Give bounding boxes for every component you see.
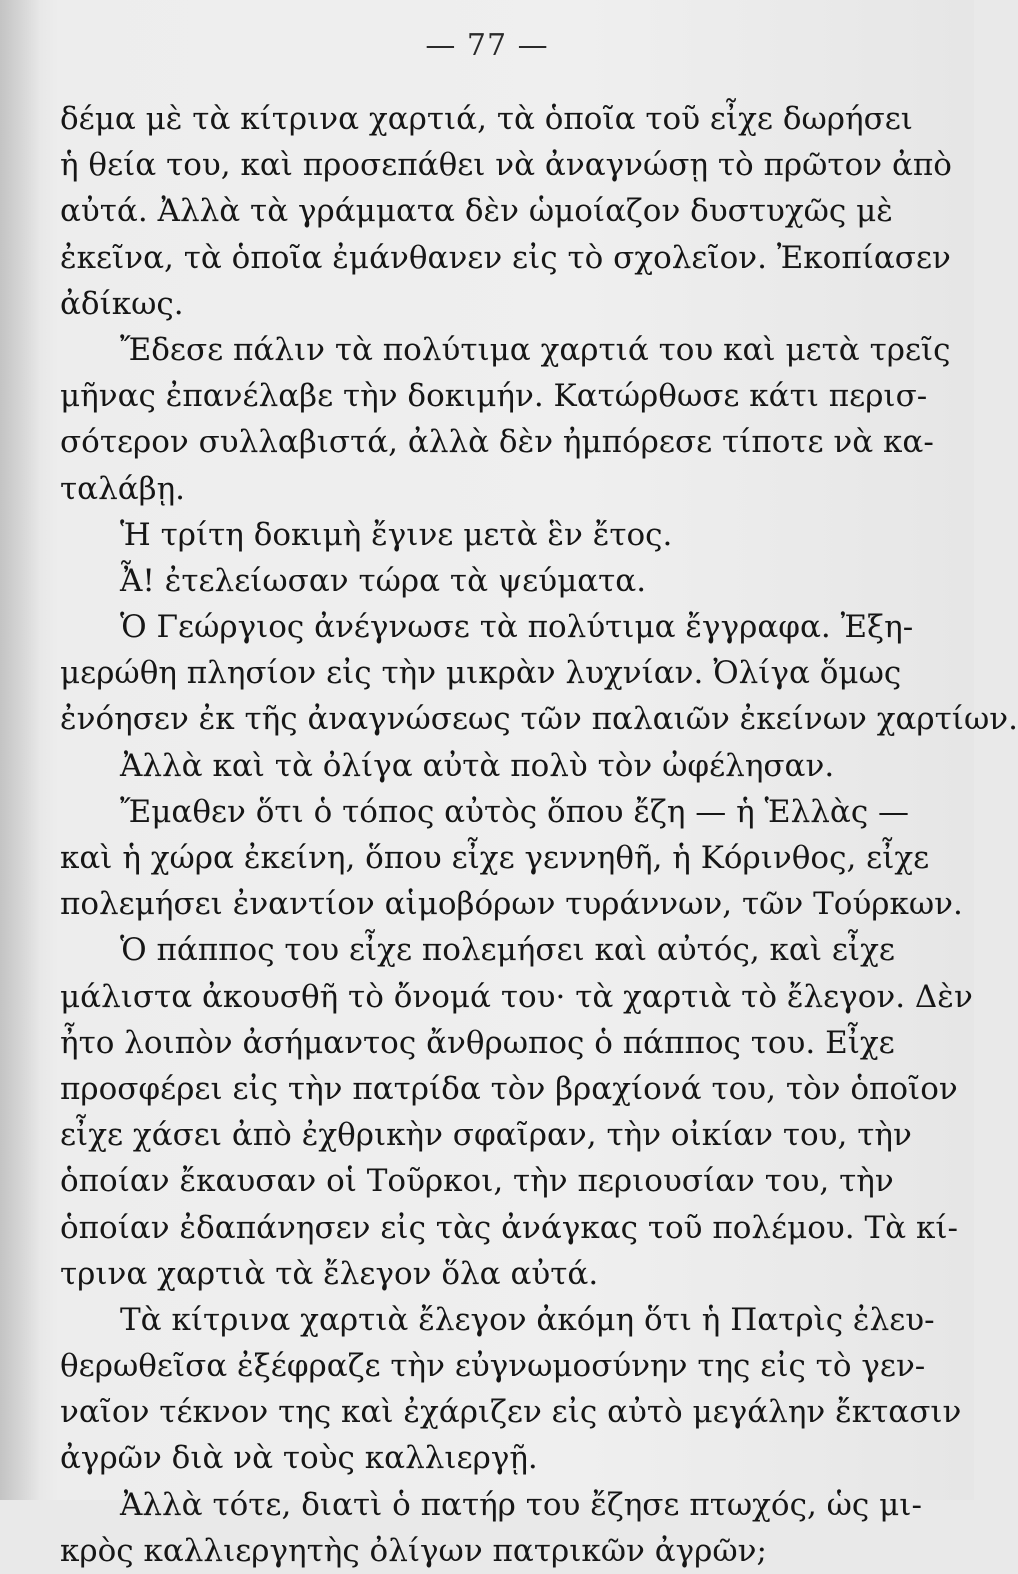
text-line: Ἀλλὰ καὶ τὰ ὀλίγα αὐτὰ πολὺ τὸν ὠφέλησαν. [120, 747, 835, 784]
text-line: Ἀλλὰ τότε, διατὶ ὁ πατήρ του ἔζησε πτωχός, ὡς μι- [120, 1486, 922, 1523]
text-line: Ἆ! ἐτελείωσαν τώρα τὰ ψεύματα. [120, 562, 647, 599]
text-line: ἐκεῖνα, τὰ ὁποῖα ἐμάνθανεν εἰς τὸ σχολεῖον. Ἐκοπίασεν [60, 239, 951, 276]
text-line: Ἡ τρίτη δοκιμὴ ἔγινε μετὰ ἓν ἔτος. [120, 516, 673, 553]
body-text [60, 96, 1018, 1574]
text-line: Ὁ Γεώργιος ἀνέγνωσε τὰ πολύτιμα ἔγγραφα. Ἐξη- [120, 609, 914, 646]
text-line: εἶχε χάσει ἀπὸ ἐχθρικὴν σφαῖραν, τὴν οἰκίαν του, τὴν [60, 1117, 912, 1154]
text-line: μῆνας ἐπανέλαβε τὴν δοκιμήν. Κατώρθωσε κάτι περισ- [60, 378, 928, 415]
text-line: ὁποίαν ἔκαυσαν οἱ Τοῦρκοι, τὴν περιουσίαν του, τὴν [60, 1163, 894, 1200]
text-line: ναῖον τέκνον της καὶ ἐχάριζεν εἰς αὐτὸ μεγάλην ἔκτασιν [60, 1394, 962, 1431]
text-line: Τὰ κίτρινα χαρτιὰ ἔλεγον ἀκόμη ὅτι ἡ Πατρὶς ἐλευ- [120, 1301, 935, 1338]
text-line: ἐνόησεν ἐκ τῆς ἀναγνώσεως τῶν παλαιῶν ἐκείνων χαρτίων. [60, 701, 1018, 738]
text-line: σότερον συλλαβιστά, ἀλλὰ δὲν ἠμπόρεσε τίποτε νὰ κα- [60, 424, 934, 461]
text-line: ἦτο λοιπὸν ἀσήμαντος ἄνθρωπος ὁ πάππος του. Εἶχε [60, 1024, 895, 1061]
text-line: Ἔδεσε πάλιν τὰ πολύτιμα χαρτιά του καὶ μετὰ τρεῖς [120, 331, 951, 368]
text-line: θερωθεῖσα ἐξέφραζε τὴν εὐγνωμοσύνην της εἰς τὸ γεν- [60, 1348, 926, 1385]
text-line: καὶ ἡ χώρα ἐκείνη, ὅπου εἶχε γεννηθῆ, ἡ Κόρινθος, εἶχε [60, 840, 930, 876]
text-line: ἀδίκως. [60, 285, 184, 322]
text-line: ταλάβῃ. [60, 470, 186, 507]
text-line: ὁποίαν ἐδαπάνησεν εἰς τὰς ἀνάγκας τοῦ πολέμου. Τὰ κί- [60, 1209, 958, 1246]
text-line: μάλιστα ἀκουσθῆ τὸ ὄνομά του· τὰ χαρτιὰ τὸ ἔλεγον. Δὲν [60, 978, 973, 1015]
text-line: πολεμήσει ἐναντίον αἱμοβόρων τυράννων, τῶν Τούρκων. [60, 886, 963, 923]
text-line: Ὁ πάππος του εἶχε πολεμήσει καὶ αὐτός, καὶ εἶχε [120, 932, 895, 969]
text-line: ἀγρῶν διὰ νὰ τοὺς καλλιεργῇ. [60, 1440, 538, 1477]
text-line: τρινα χαρτιὰ τὰ ἔλεγον ὅλα αὐτά. [60, 1255, 599, 1292]
text-line: μερώθη πλησίον εἰς τὴν μικρὰν λυχνίαν. Ὀλίγα ὅμως [60, 655, 902, 692]
text-line: Ἔμαθεν ὅτι ὁ τόπος αὐτὸς ὅπου ἔζη — ἡ Ἑλλὰς — [120, 793, 910, 830]
text-line: προσφέρει εἰς τὴν πατρίδα τὸν βραχίονά του, τὸν ὁποῖον [60, 1070, 958, 1107]
text-line: αὐτά. Ἀλλὰ τὰ γράμματα δὲν ὡμοίαζον δυστυχῶς μὲ [60, 193, 893, 230]
text-line: δέμα μὲ τὰ κίτρινα χαρτιά, τὰ ὁποῖα τοῦ εἶχε δωρήσει [60, 101, 913, 137]
page-number: — 77 — [425, 28, 549, 63]
text-line: κρὸς καλλιεργητὴς ὀλίγων πατρικῶν ἀγρῶν; [60, 1532, 767, 1569]
page-gutter-shadow [0, 0, 40, 1500]
text-line: ἡ θεία του, καὶ προσεπάθει νὰ ἀναγνώσῃ τὸ πρῶτον ἀπὸ [60, 147, 952, 184]
